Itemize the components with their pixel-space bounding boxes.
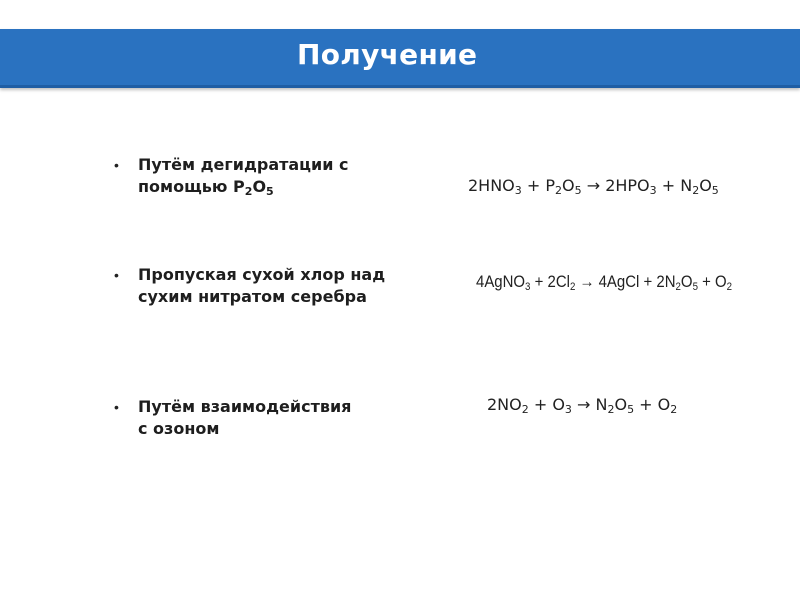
method-item-ozone (114, 396, 444, 440)
method-description (138, 396, 444, 440)
method-line-1: Пропуская сухой хлор над (138, 265, 386, 284)
method-description (138, 154, 444, 203)
equation-ozone: $2NO_2 + O_3 \to N_2O_5 + O_2$ (487, 395, 678, 416)
method-item-chlorine (114, 264, 444, 308)
method-line-1: Путём взаимодействия (138, 397, 352, 416)
bullet-icon: • (114, 267, 119, 283)
method-description (138, 264, 444, 308)
bullet-icon: • (114, 157, 119, 173)
method-line-1: Путём дегидратации с (138, 155, 349, 174)
equation-chlorine: 4AgNO$_3$ + $2Cl_2$ → 4AgCl + $2N_2O_5 + O_2$ (476, 272, 733, 293)
method-line-2: сухим нитратом серебра (138, 287, 367, 306)
slide-title: Получение (297, 38, 478, 71)
method-item-dehydration (114, 154, 444, 203)
method-line-2: помощью P2O5 (138, 177, 274, 198)
method-line-2: с озоном (138, 419, 220, 438)
bullet-icon: • (114, 399, 119, 415)
equation-dehydration: $2HNO_3 + P_2O_5 \to 2HPO_3 + N_2O_5$ (468, 176, 719, 197)
